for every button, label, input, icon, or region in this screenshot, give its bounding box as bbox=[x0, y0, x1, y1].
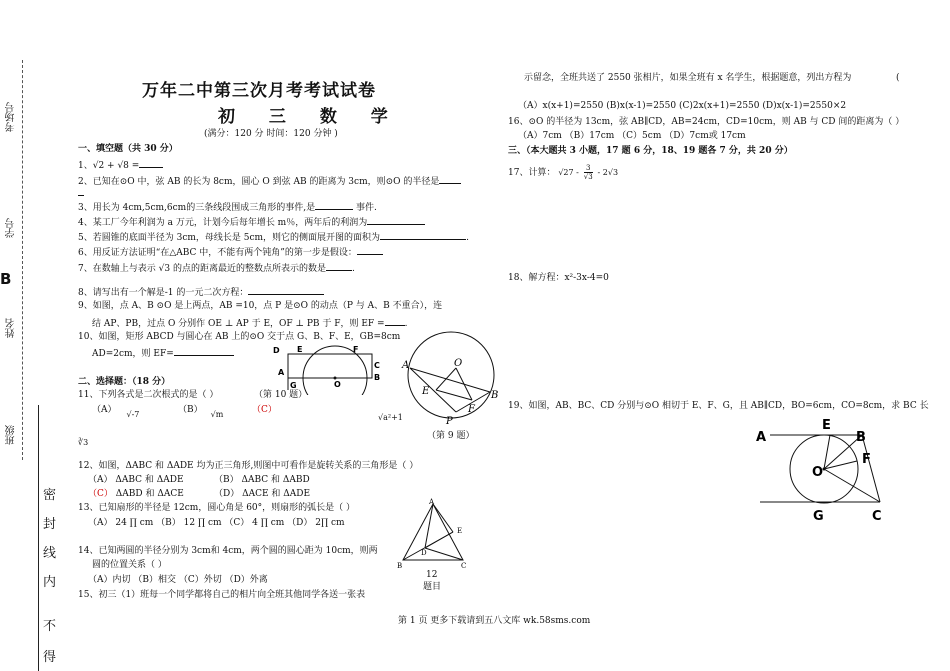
question-14-line2: 圆的位置关系（ ） bbox=[92, 560, 167, 570]
question-15-paren: ( bbox=[896, 73, 900, 83]
fig10-label-a: A bbox=[278, 368, 285, 377]
fig10-label-o: O bbox=[334, 380, 341, 389]
question-12-option-b: （B） ΔABC 和 ΔABD bbox=[214, 475, 310, 485]
question-10-line2: AD=2cm，则 EF= bbox=[92, 346, 234, 360]
fig19-label-a: A bbox=[756, 430, 767, 445]
question-16-options: （A）7cm （B）17cm （C）5cm （D）7cm或 17cm bbox=[518, 131, 746, 141]
question-15-continued: 示留念，全班共送了 2550 张相片，如果全班有 x 名学生，根据题意，列出方程为 bbox=[524, 73, 852, 83]
question-15: 15、初三（1）班每一个同学都将自己的相片向全班其他同学各送一张表 bbox=[78, 590, 366, 600]
fig19-label-c: C bbox=[872, 509, 882, 524]
fig9-label-b: B bbox=[491, 390, 499, 401]
student-no-label: 学号 bbox=[6, 218, 17, 238]
figure-9 bbox=[396, 330, 502, 428]
question-19: 19、如图，AB、BC、CD 分别与⊙O 相切于 E、F、G，且 AB∥CD，BO=6cm，CO=8cm，求 BC 长 bbox=[508, 401, 929, 411]
figure-12-caption: 12 bbox=[426, 570, 438, 580]
question-8: 8、请写出有一个解是-1 的一元二次方程： bbox=[78, 285, 324, 299]
seal-line bbox=[38, 405, 39, 671]
fig12-label-e: E bbox=[457, 527, 463, 535]
fig19-label-f: F bbox=[862, 452, 871, 467]
question-12-option-d: （D） ΔACE 和 ΔADE bbox=[214, 489, 311, 499]
question-12-option-c: （C） ΔABD 和 ΔACE bbox=[88, 489, 184, 499]
fig12-label-c: C bbox=[461, 562, 467, 570]
seal-char: 得 bbox=[43, 650, 57, 665]
question-11-option-a: （A） √-7 bbox=[92, 405, 140, 419]
fig19-label-g: G bbox=[813, 509, 824, 524]
exam-info: (满分：120 分 时间：120 分钟 ) bbox=[204, 129, 338, 139]
exam-no-label: 考场号 bbox=[6, 102, 17, 132]
question-15-options: （A）x(x+1)=2550 (B)x(x-1)=2550 (C)2x(x+1)=2550 (D)x(x-1)=2550×2 bbox=[518, 101, 847, 111]
fig19-label-b: B bbox=[856, 430, 866, 445]
question-11-option-d: √a²+1 bbox=[378, 413, 403, 422]
fig19-label-e: E bbox=[822, 418, 831, 433]
question-11-option-e: ∛3 bbox=[78, 438, 89, 447]
question-5: 5、若圆锥的底面半径为 3cm，母线长是 5cm，则它的侧面展开图的面积为 . bbox=[78, 230, 469, 244]
fig9-label-a: A bbox=[402, 360, 410, 371]
question-16: 16、⊙O 的半径为 13cm，弦 AB∥CD，AB=24cm，CD=10cm，则 AB 与 CD 间的距离为（ ） bbox=[508, 117, 905, 127]
fig10-label-f: F bbox=[353, 345, 359, 354]
question-4: 4、某工厂今年利润为 a 万元，计划今后每年增长 m％，两年后的利润为 bbox=[78, 215, 425, 229]
question-9-line2: 结 AP、PB，过点 O 分别作 OE ⊥ AP 于 E，OF ⊥ PB 于 F，则 EF = . bbox=[92, 316, 407, 330]
figure-12 bbox=[395, 498, 473, 570]
figure-10-caption: （第 10 题） bbox=[254, 390, 308, 400]
question-1: 1、√2 + √8 = bbox=[78, 158, 163, 172]
fig12-label-a: A bbox=[429, 498, 435, 506]
section-3-title: 三、（本大题共 3 小题，17 题 6 分，18、19 题各 7 分，共 20 分） bbox=[508, 146, 793, 156]
fig9-label-f: F bbox=[468, 404, 475, 415]
question-18: 18、解方程：x²-3x-4=0 bbox=[508, 273, 609, 283]
fig10-label-e: E bbox=[297, 345, 303, 354]
section-2-title: 二、选择题：（18 分） bbox=[78, 377, 171, 387]
question-11-option-c: （C） bbox=[252, 405, 277, 415]
seal-char: 不 bbox=[43, 619, 57, 634]
seal-char: 封 bbox=[43, 517, 57, 532]
figure-19 bbox=[750, 414, 900, 526]
page-footer: 第 1 页 更多下载请到五八文库 wk.58sms.com bbox=[398, 616, 591, 626]
fig9-label-p: P bbox=[446, 416, 453, 427]
figure-10 bbox=[270, 340, 390, 395]
question-17: 17、计算： √27 - $\frac{3}{√3}$ - 2√3 bbox=[508, 164, 619, 181]
fig9-label-e: E bbox=[422, 386, 430, 397]
fig10-label-b: B bbox=[374, 373, 381, 382]
question-7: 7、在数轴上与表示 √3 的点的距离最近的整数点所表示的数是 . bbox=[78, 261, 355, 275]
fig10-label-d: D bbox=[273, 346, 280, 355]
question-3: 3、用长为 4cm,5cm,6cm的三条线段围成三角形的事件,是 事件. bbox=[78, 200, 377, 214]
seal-char: 线 bbox=[43, 546, 57, 561]
question-12-option-a: （A） ΔABC 和 ΔADE bbox=[88, 475, 184, 485]
question-14-options: （A）内切 （B）相交 （C）外切 （D）外离 bbox=[88, 575, 268, 585]
question-11: 11、下列各式是二次根式的是（ ） bbox=[78, 390, 219, 400]
fold-line bbox=[22, 60, 23, 460]
seal-char: 密 bbox=[43, 488, 57, 503]
class-label: 班级 bbox=[6, 425, 17, 445]
b-mark: B bbox=[0, 270, 12, 288]
fig19-label-o: O bbox=[812, 465, 824, 480]
fig10-label-g: G bbox=[290, 381, 297, 390]
exam-subtitle: 初 三 数 学 bbox=[218, 107, 402, 127]
question-13: 13、已知扇形的半径是 12cm，圆心角是 60°，则扇形的弧长是（ ） bbox=[78, 503, 356, 513]
fig9-label-o: O bbox=[454, 358, 463, 369]
question-6: 6、用反证方法证明“在△ABC 中，不能有两个钝角”的第一步是假设： bbox=[78, 245, 383, 259]
fig12-label-b: B bbox=[397, 562, 403, 570]
fig12-label-d: D bbox=[421, 549, 427, 557]
figure-9-caption: （第 9 题） bbox=[427, 431, 475, 441]
question-10-line1: 10、如图，矩形 ABCD 与圆心在 AB 上的⊙O 交于点 G、B、F、E，GB=8cm bbox=[78, 332, 401, 342]
figure-12-caption-2: 题目 bbox=[423, 582, 442, 592]
section-1-title: 一、填空题（共 30 分） bbox=[78, 144, 178, 154]
name-label: 姓名 bbox=[6, 318, 17, 338]
question-2-blank bbox=[78, 186, 84, 200]
question-12: 12、如图，ΔABC 和 ΔADE 均为正三角形,则图中可看作是旋转关系的三角形是（ ） bbox=[78, 461, 419, 471]
exam-title: 万年二中第三次月考考试试卷 bbox=[142, 81, 376, 101]
question-13-options: （A） 24 ∏ cm （B） 12 ∏ cm （C） 4 ∏ cm （D） 2∏ cm bbox=[88, 518, 345, 528]
question-2: 2、已知在⊙O 中，弦 AB 的长为 8cm，圆心 O 到弦 AB 的距离为 3cm，则⊙O 的半径是 bbox=[78, 174, 461, 188]
fig10-label-c: C bbox=[374, 361, 380, 370]
question-11-option-b: （B） √m bbox=[178, 405, 224, 419]
seal-char: 内 bbox=[43, 575, 57, 590]
question-14-line1: 14、已知两圆的半径分别为 3cm和 4cm，两个圆的圆心距为 10cm，则两 bbox=[78, 546, 378, 556]
question-9-line1: 9、如图，点 A、B ⊙O 是上两点，AB =10，点 P 是⊙O 的动点（P 与 A、B 不重合），连 bbox=[78, 301, 443, 311]
